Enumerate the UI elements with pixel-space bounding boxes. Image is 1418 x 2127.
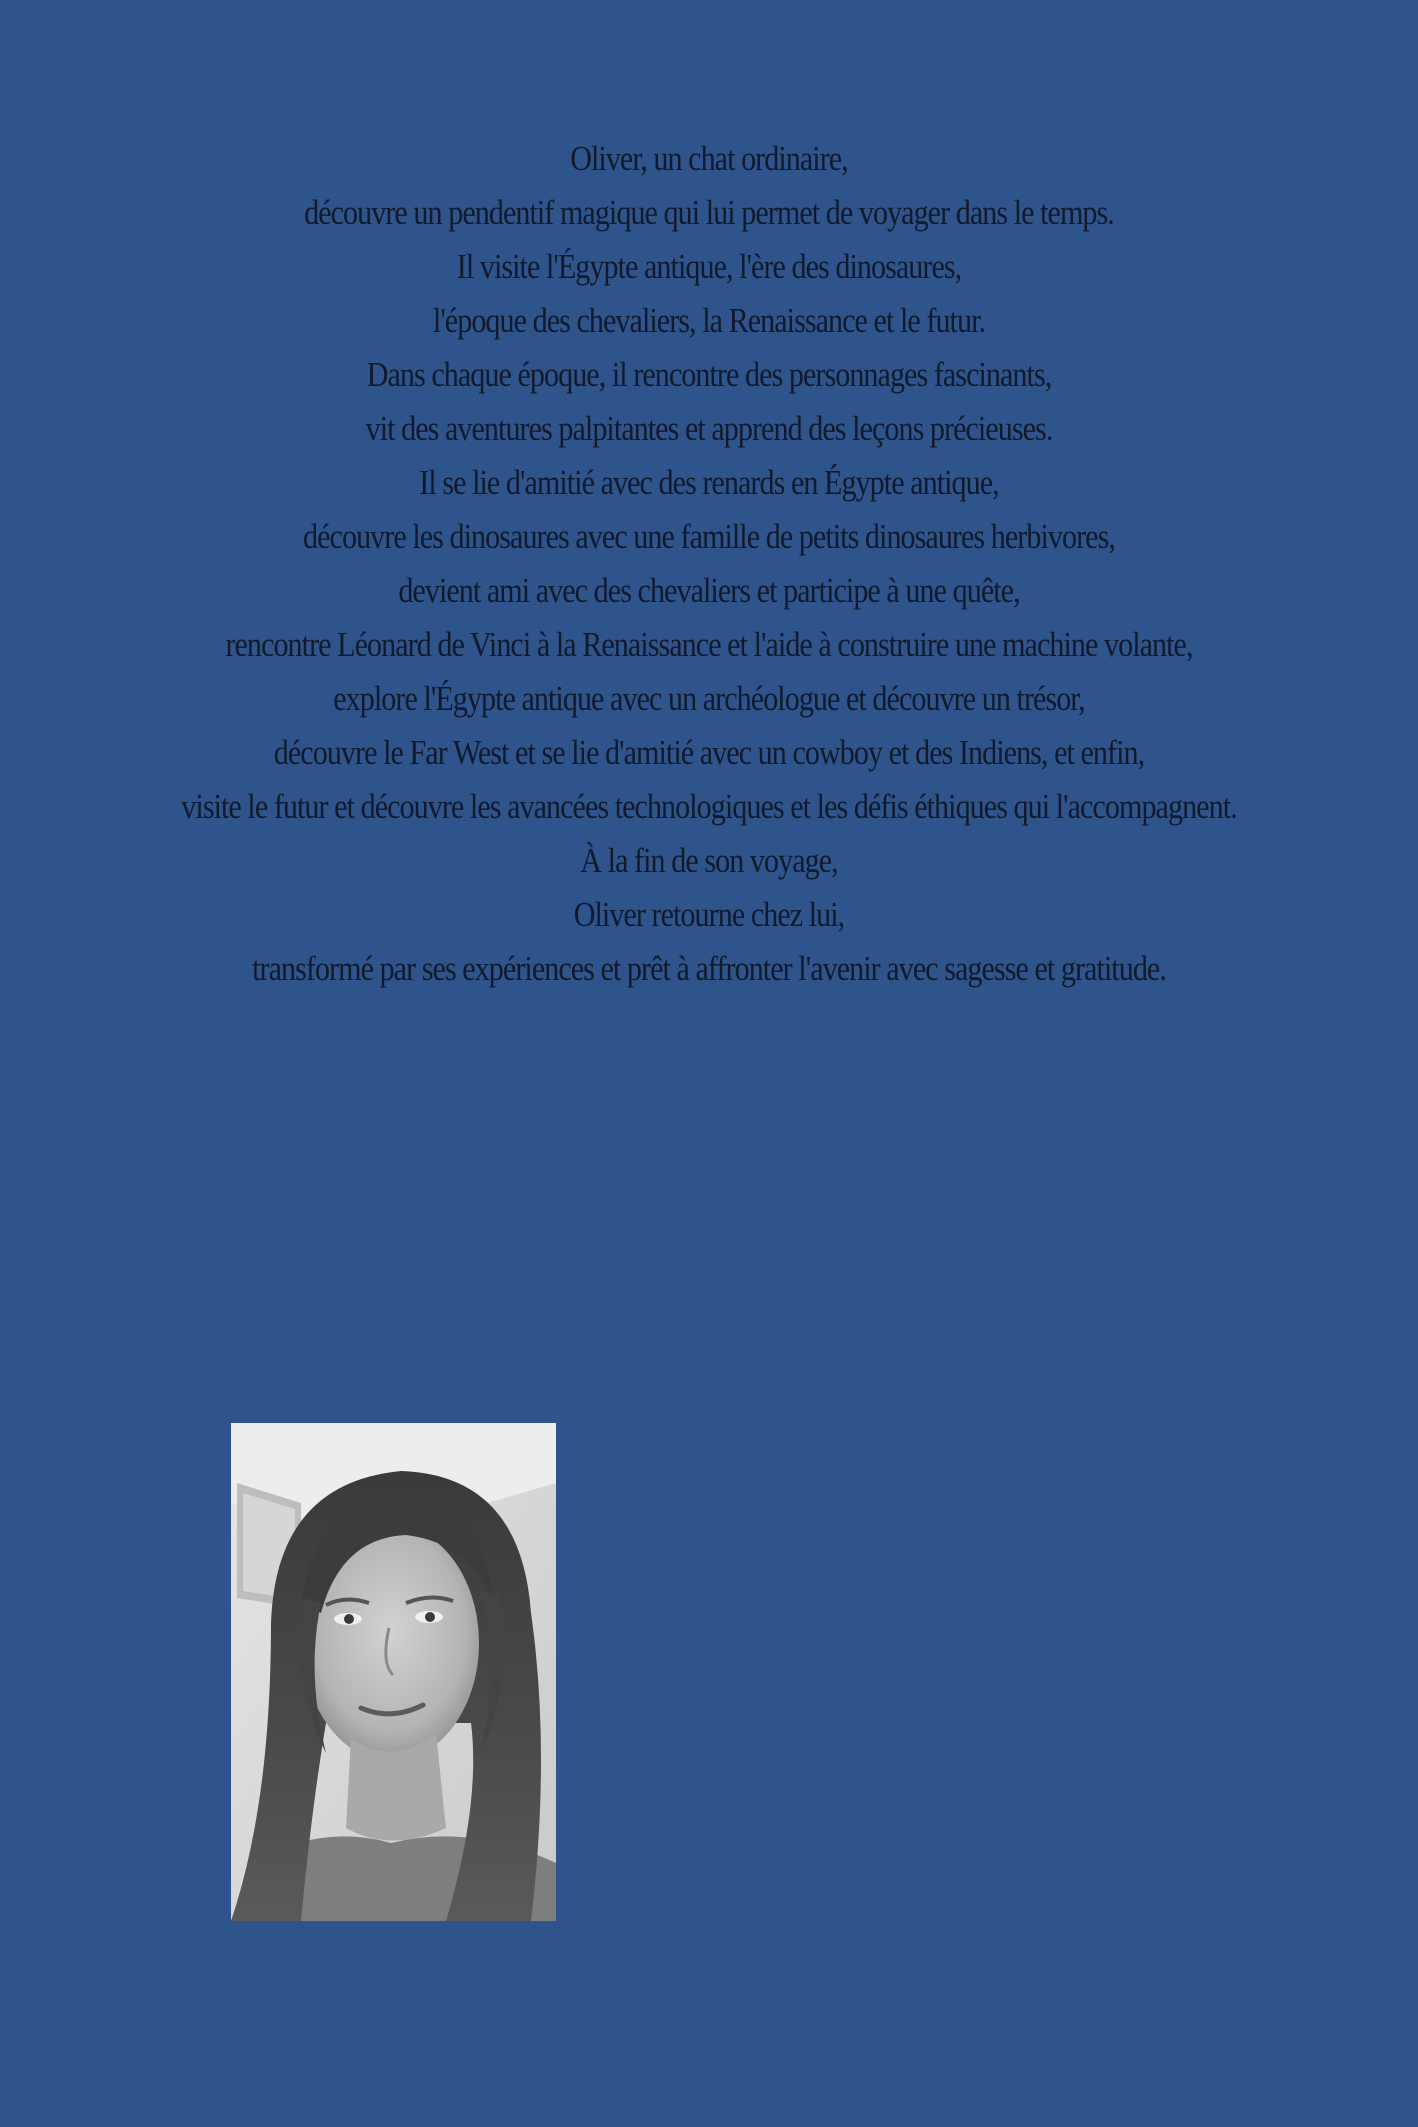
blurb-line: Oliver retourne chez lui,: [573, 895, 845, 934]
blurb-line: l'époque des chevaliers, la Renaissance et le futur.: [432, 301, 986, 340]
blurb-line: découvre les dinosaures avec une famille de petits dinosaures herbivores,: [303, 517, 1115, 556]
blurb-line: vit des aventures palpitantes et apprend des leçons précieuses.: [365, 409, 1053, 448]
author-photo: [231, 1423, 556, 1921]
blurb-line: devient ami avec des chevaliers et participe à une quête,: [398, 571, 1020, 610]
blurb-line: À la fin de son voyage,: [580, 841, 838, 880]
blurb-line: Il se lie d'amitié avec des renards en Égypte antique,: [419, 463, 999, 502]
blurb-line: Il visite l'Égypte antique, l'ère des dinosaures,: [456, 247, 962, 286]
author-portrait-icon: [231, 1423, 556, 1921]
blurb-line: explore l'Égypte antique avec un archéologue et découvre un trésor,: [333, 679, 1085, 718]
book-blurb: [134, 132, 1285, 996]
blurb-line: visite le futur et découvre les avancées technologiques et les défis éthiques qui l'accompagnent.: [181, 787, 1237, 826]
blurb-line: Oliver, un chat ordinaire,: [570, 139, 848, 178]
blurb-line: transformé par ses expériences et prêt à affronter l'avenir avec sagesse et gratitude.: [252, 949, 1166, 988]
blurb-line: découvre le Far West et se lie d'amitié avec un cowboy et des Indiens, et enfin,: [273, 733, 1145, 772]
blurb-line: découvre un pendentif magique qui lui permet de voyager dans le temps.: [304, 193, 1114, 232]
blurb-line: rencontre Léonard de Vinci à la Renaissance et l'aide à construire une machine volante,: [225, 625, 1193, 664]
blurb-line: Dans chaque époque, il rencontre des personnages fascinants,: [366, 355, 1052, 394]
